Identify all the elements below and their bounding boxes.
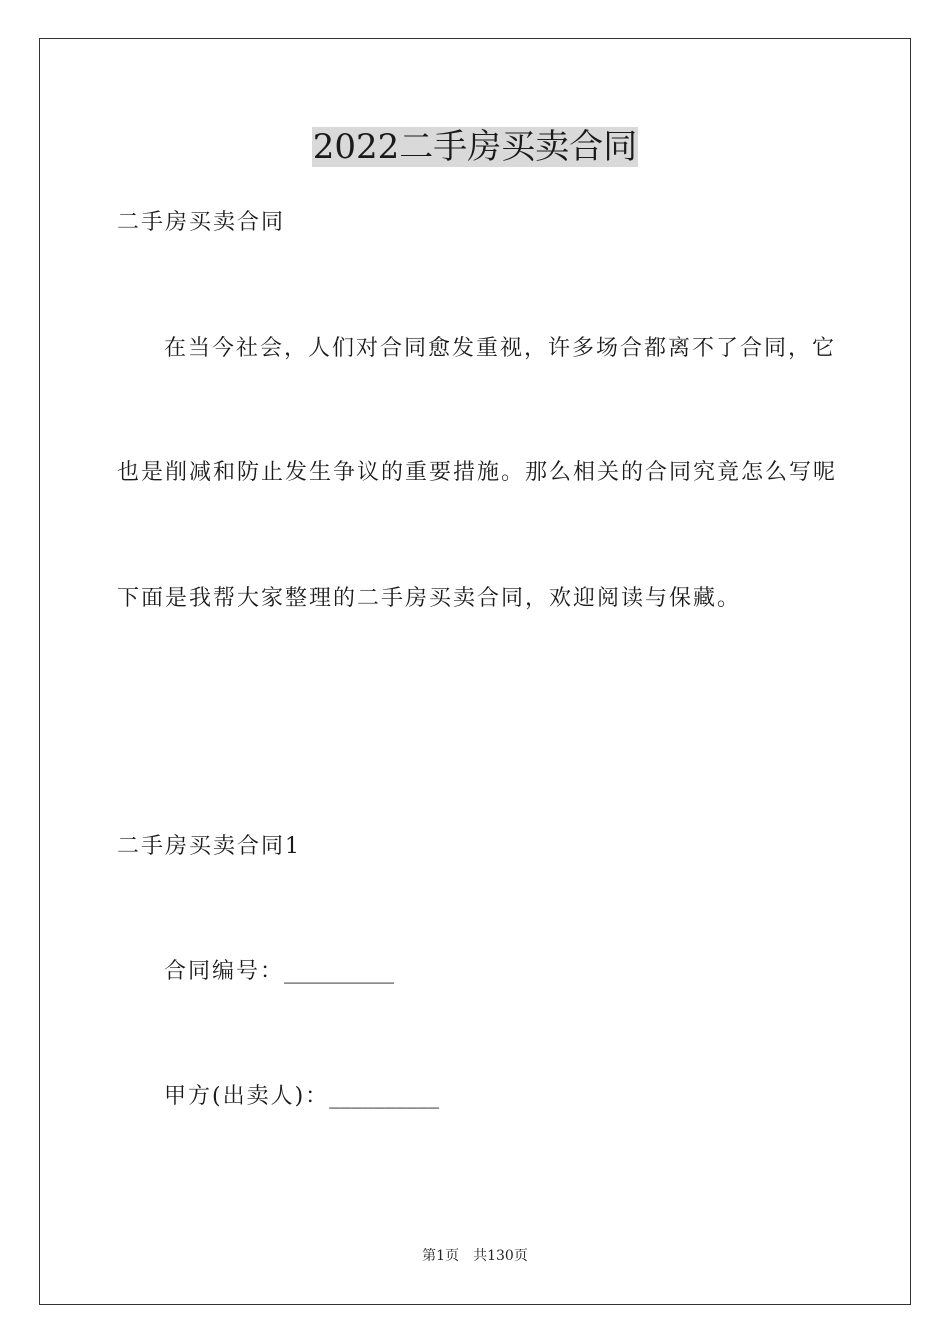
contract-number-label: 合同编号： [164, 959, 285, 984]
contract-number-field [164, 957, 394, 987]
document-title-text: 2022二手房买卖合同 [312, 127, 638, 167]
intro-paragraph-line-1: 在当今社会，人们对合同愈发重视，许多场合都离不了合同，它 [164, 336, 837, 361]
seller-field [164, 1082, 439, 1112]
page-footer [0, 1246, 950, 1266]
intro-paragraph-line-2: 也是削减和防止发生争议的重要措施。那么相关的合同究竟怎么写呢 [117, 460, 838, 485]
document-title [0, 124, 950, 170]
section-heading: 二手房买卖合同1 [117, 834, 301, 859]
seller-blank: __________ [329, 1084, 440, 1109]
contract-number-blank: __________ [284, 959, 395, 984]
total-pages: 共130页 [473, 1248, 528, 1264]
seller-label: 甲方(出卖人)： [164, 1084, 330, 1109]
document-subtitle: 二手房买卖合同 [117, 210, 286, 235]
page-number: 第1页 [422, 1248, 460, 1264]
intro-paragraph-line-3: 下面是我帮大家整理的二手房买卖合同，欢迎阅读与保藏。 [117, 586, 742, 611]
